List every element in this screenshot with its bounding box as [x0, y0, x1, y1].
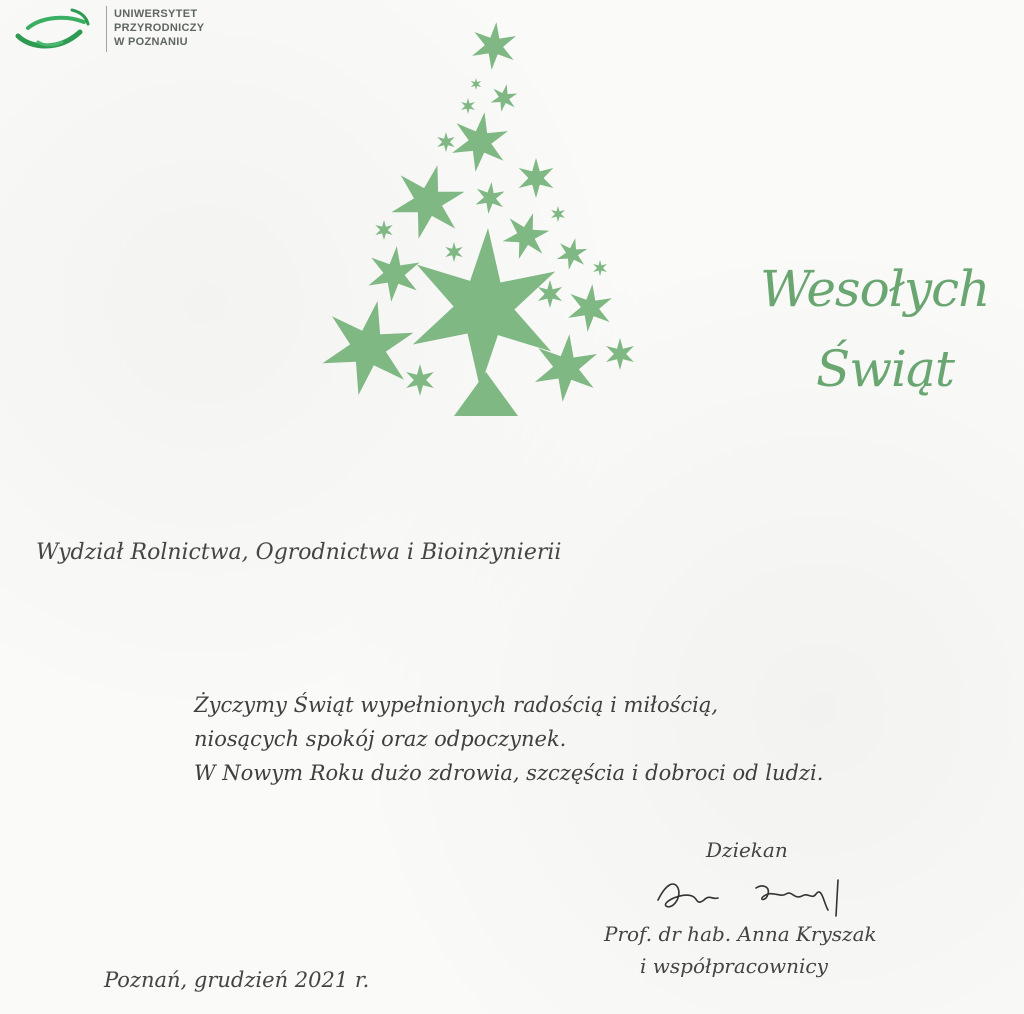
tree-star — [406, 364, 434, 396]
handwritten-signature — [652, 870, 862, 920]
tree-trunk — [454, 372, 518, 416]
tree-star — [503, 213, 550, 259]
greeting-line-1: Wesołych — [760, 260, 990, 318]
wishes-line: W Nowym Roku dużo zdrowia, szczęścia i dobroci od ludzi. — [194, 761, 824, 785]
tree-star — [475, 182, 504, 214]
logo-text — [114, 7, 204, 49]
tree-star — [461, 98, 475, 114]
tree-star — [391, 165, 464, 239]
dean-title: Dziekan — [706, 838, 788, 862]
tree-star — [445, 242, 462, 262]
tree-star — [593, 260, 607, 276]
tree-star — [606, 338, 634, 370]
tree-star — [452, 112, 508, 171]
logo-line: UNIWERSYTET — [114, 8, 198, 20]
tree-star — [491, 84, 518, 111]
tree-star — [413, 228, 555, 388]
dean-name: Prof. dr hab. Anna Kryszak — [604, 922, 877, 946]
tree-star — [551, 206, 565, 222]
tree-star — [472, 22, 516, 70]
dean-coworkers: i współpracownicy — [640, 954, 828, 978]
tree-star — [323, 301, 414, 395]
tree-star — [369, 246, 420, 302]
place-and-date: Poznań, grudzień 2021 r. — [104, 968, 370, 992]
logo-line: W POZNANIU — [114, 36, 188, 48]
logo-divider — [106, 6, 107, 52]
tree-star — [471, 78, 481, 90]
university-logo — [14, 2, 214, 56]
tree-star — [375, 220, 392, 240]
greeting-line-2: Świąt — [816, 340, 954, 398]
tree-star — [437, 132, 454, 152]
star-christmas-tree-icon — [318, 18, 648, 422]
university-logo-icon — [14, 2, 94, 56]
wishes-text — [194, 688, 823, 790]
wishes-line: niosących spokój oraz odpoczynek. — [194, 727, 567, 751]
tree-star — [557, 238, 587, 269]
tree-star — [519, 158, 554, 198]
tree-star — [568, 284, 612, 332]
faculty-name: Wydział Rolnictwa, Ogrodnictwa i Bioinżynierii — [36, 540, 562, 565]
season-greeting — [740, 250, 1020, 430]
wishes-line: Życzymy Świąt wypełnionych radością i miłością, — [194, 693, 719, 717]
logo-line: PRZYRODNICZY — [114, 22, 205, 34]
